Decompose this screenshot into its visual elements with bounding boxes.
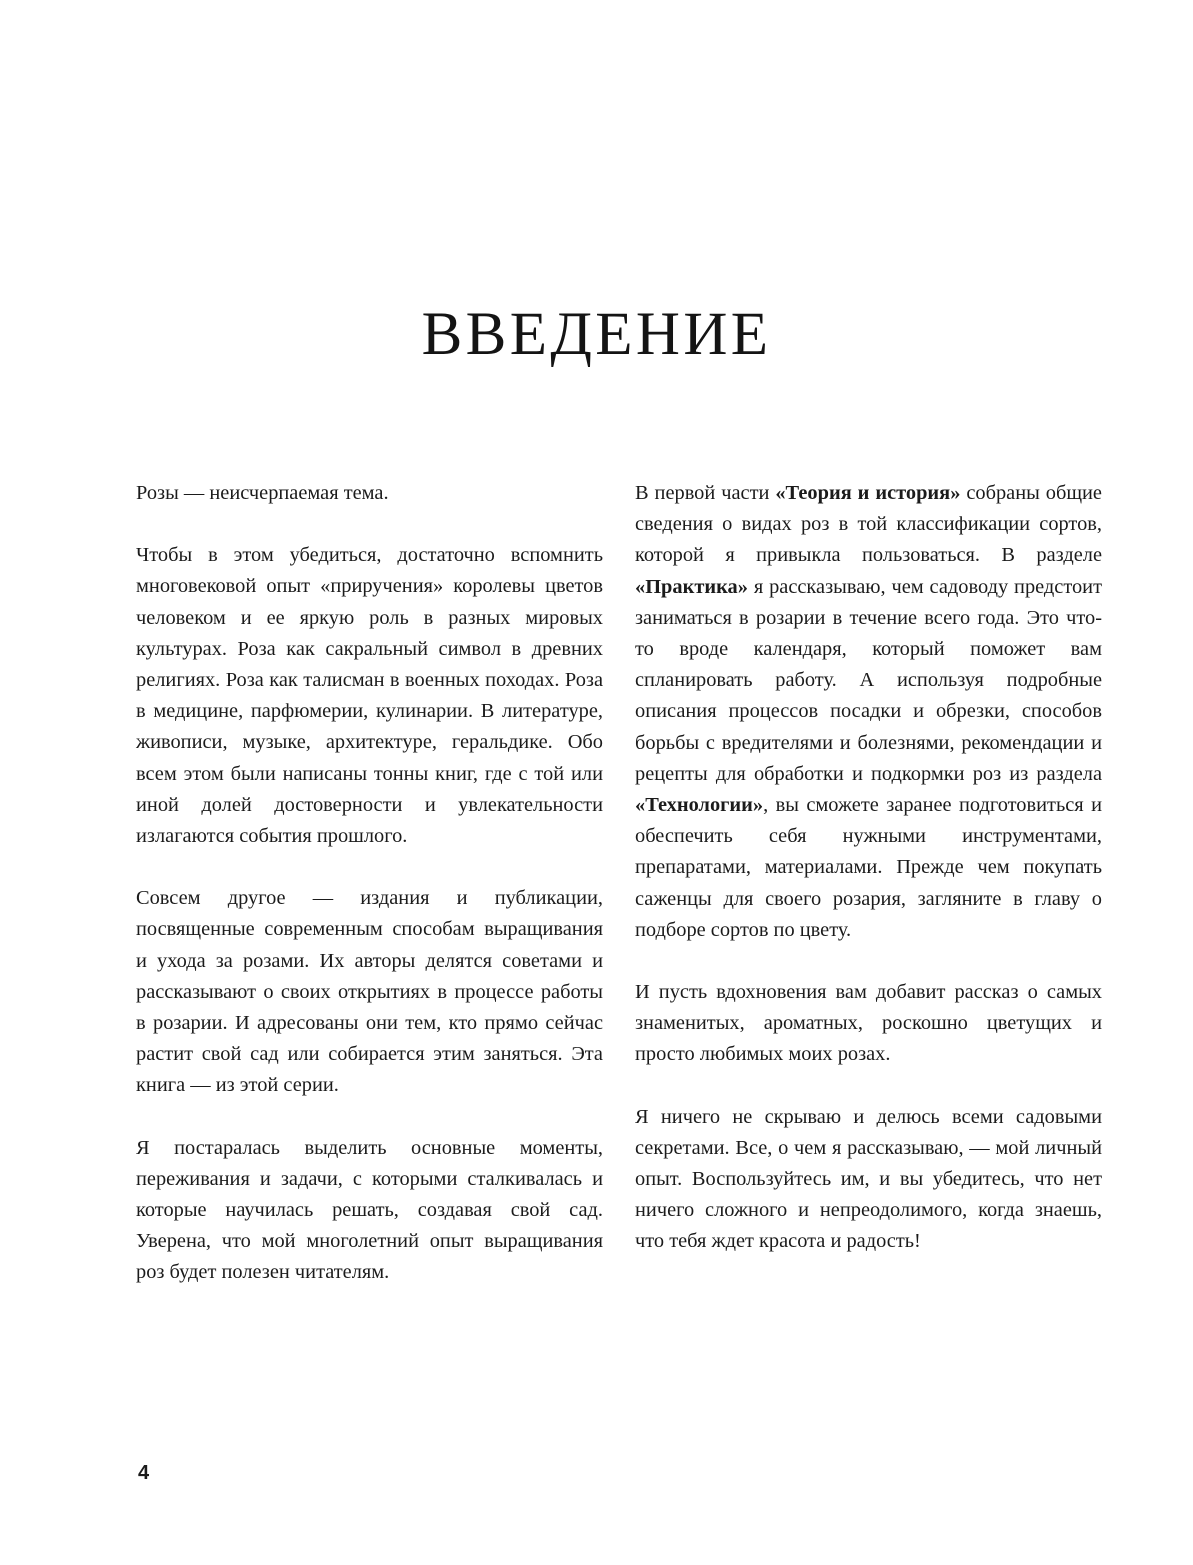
paragraph: И пусть вдохновения вам добавит рассказ о самых знаменитых, ароматных, роскошно цветущих и просто любимых моих розах. <box>635 981 1102 1066</box>
paragraph: Я постаралась выделить основные моменты, переживания и задачи, с которыми сталкивалась и которые научилась решать, создавая свой сад. Уверена, что мой многолетний опыт выращивания роз будет полезен читателям. <box>136 1136 603 1284</box>
text-column-right <box>635 478 1102 1258</box>
paragraph: В первой части «Теория и история» собраны общие сведения о видах роз в той классификации сортов, которой я привыкла пользоваться. В разделе «Практика» я рассказываю, чем садоводу предстоит заниматься в розарии в течение всего года. Это что-то вроде календаря, который поможет вам спланировать работу. А используя подробные описания процессов посадки и обрезки, способов борьбы с вредителями и болезнями, рекомендации и рецепты для обработки и подкормки роз из раздела «Технологии», вы сможете заранее подготовиться и обеспечить себя нужными инструментами, препаратами, материалами. Прежде чем покупать саженцы для своего розария, загляните в главу о подборе сортов по цвету. <box>635 482 1102 941</box>
emphasis-text: «Практика» <box>635 575 748 598</box>
emphasis-text: «Теория и история» <box>775 482 961 504</box>
text-column-left <box>136 478 603 1289</box>
emphasis-text: «Технологии» <box>635 794 764 817</box>
page-number: 4 <box>138 1462 150 1484</box>
paragraph: Чтобы в этом убедиться, достаточно вспомнить многовековой опыт «приручения» королевы цветов человеком и ее яркую роль в разных мировых культурах. Роза как сакральный символ в древних религиях. Роза как талисман в военных походах. Роза в медицине, парфюмерии, кулинарии. В литературе, живописи, музыке, архитектуре, геральдике. Обо всем этом были написаны тонны книг, где с той или иной долей достоверности и увлекательности излагаются события прошлого. <box>136 544 603 848</box>
paragraph: Я ничего не скрываю и делюсь всеми садовыми секретами. Все, о чем я рассказываю, — мой личный опыт. Воспользуйтесь им, и вы убедитесь, что нет ничего сложного и непреодолимого, когда знаешь, что тебя ждет красота и радость! <box>635 1105 1102 1253</box>
paragraph: Розы — неисчерпаемая тема. <box>136 482 389 504</box>
body-columns <box>136 478 1102 1289</box>
paragraph: Совсем другое — издания и публикации, посвященные современным способам выращивания и ухода за розами. Их авторы делятся советами и рассказывают о своих открытиях в процессе работы в розарии. И адресованы они тем, кто прямо сейчас растит свой сад или собирается этим заняться. Эта книга — из этой серии. <box>136 887 603 1097</box>
page-title: ВВЕДЕНИЕ <box>421 300 772 368</box>
